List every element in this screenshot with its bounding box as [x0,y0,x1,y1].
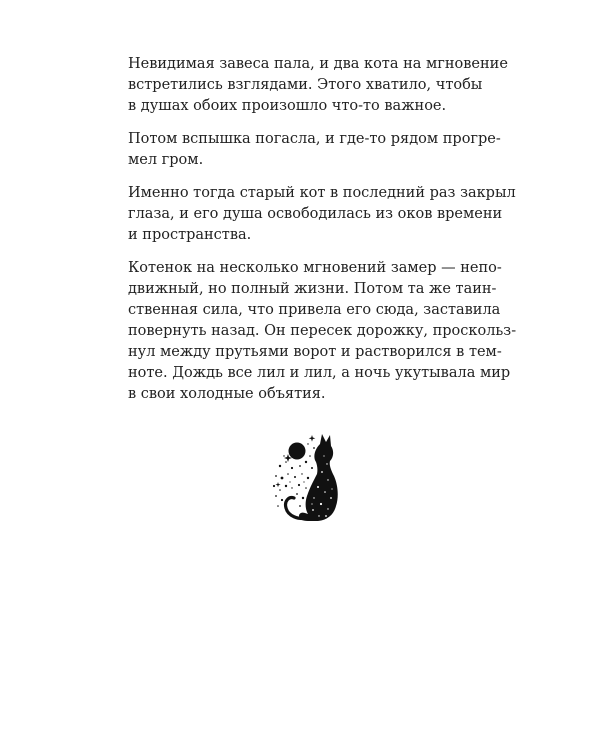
text-line: ноте. Дождь все лил и лил, а ночь укутывала мир [128,365,511,381]
paragraph-1 [128,54,508,117]
text-line: встретились взглядами. Этого хватило, чтобы [128,77,483,93]
text-line: в свои холодные объятия. [128,386,326,402]
text-line: ственная сила, что привела его сюда, заставила [128,302,501,318]
text-line: Невидимая завеса пала, и два кота на мгновение [128,56,508,72]
text-line: Потом вспышка погасла, и где-то рядом прогре- [128,131,501,147]
text-line: нул между прутьями ворот и растворился в тем- [128,344,502,360]
paragraph-3 [128,183,516,246]
cat-silhouette [299,434,338,521]
paragraph-4 [128,258,517,405]
text-line: в душах обоих произошло что-то важное. [128,98,447,114]
starry-cat-moon-icon [268,432,344,524]
text-line: повернуть назад. Он пересек дорожку, проскольз- [128,323,517,339]
moon-shape [289,443,306,460]
body-text [128,54,517,417]
text-line: Котенок на несколько мгновений замер — непо- [128,260,502,276]
text-line: Именно тогда старый кот в последний раз закрыл [128,185,516,201]
text-line: глаза, и его душа освободилась из оков времени [128,206,503,222]
paragraph-2 [128,129,501,171]
text-line: и пространства. [128,227,252,243]
text-line: мел гром. [128,152,204,168]
text-line: движный, но полный жизни. Потом та же таин- [128,281,497,297]
